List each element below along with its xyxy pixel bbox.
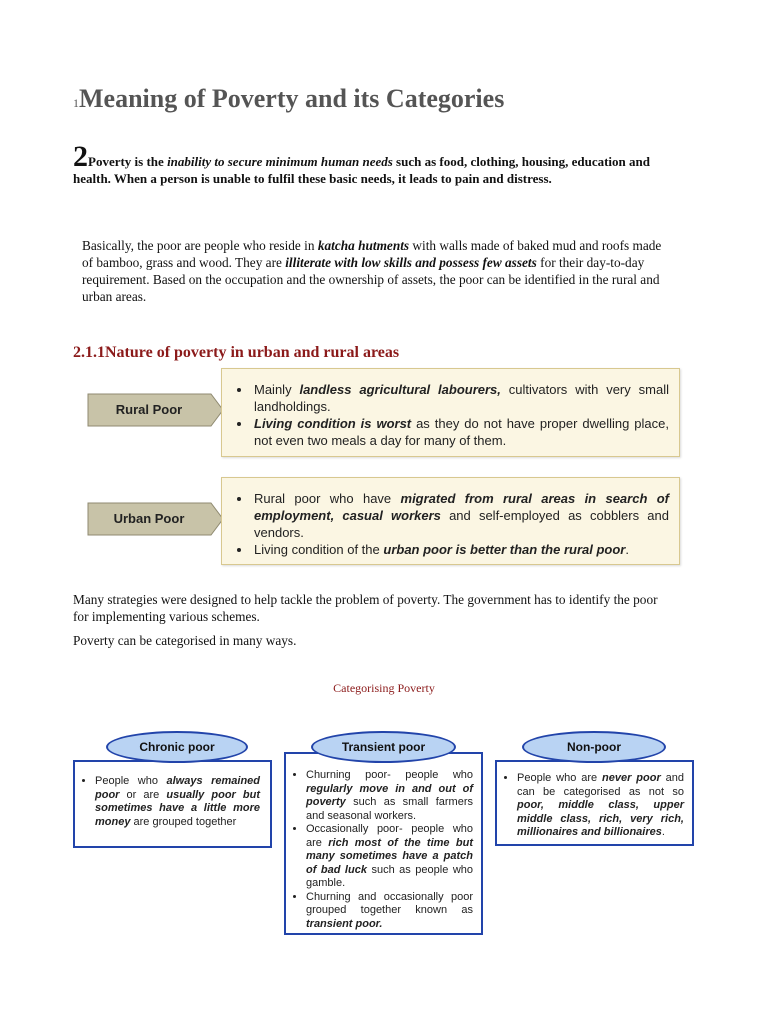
rural-b2-post: as they do not have proper dwelling place, not even two meals a day for many of them. <box>254 416 669 448</box>
transient-b1-post: such as small farmers and seasonal workers. <box>306 796 473 822</box>
rural-b1-post: cultivators with very small landholdings. <box>254 382 669 414</box>
rural-bullet-2 <box>252 415 669 449</box>
nonpoor-text-1: People who are <box>517 772 603 784</box>
nonpoor-emphasis-2: poor, middle class, upper middle class, rich, very rich, millionaires and billionaires <box>517 799 684 838</box>
intro-emphasis: inability to secure minimum human needs <box>167 154 393 169</box>
rural-poor-label: Rural Poor <box>115 402 183 417</box>
urban-bullet-1 <box>252 490 669 541</box>
nonpoor-text-3: . <box>661 826 665 838</box>
urban-poor-label: Urban Poor <box>113 511 185 526</box>
chronic-text-1: People who <box>95 775 167 787</box>
transient-b2-pre: Occasionally poor- people who are <box>306 823 473 849</box>
para-text-1: Basically, the poor are people who reside in <box>82 238 318 253</box>
rural-bullet-1 <box>252 381 669 415</box>
nonpoor-text-2: and can be categorised as not so <box>517 772 684 798</box>
categorised-paragraph: Poverty can be categorised in many ways. <box>73 633 297 648</box>
transient-b1-emphasis: regularly move in and out of poverty <box>306 782 473 808</box>
transient-b3-emphasis: transient poor. <box>306 917 383 930</box>
para-emphasis-2: illiterate with low skills and possess few assets <box>285 255 537 270</box>
transient-poor-box <box>284 752 483 935</box>
page-title <box>73 84 504 114</box>
chronic-bullet <box>95 775 260 829</box>
nonpoor-bullet <box>517 772 684 840</box>
chronic-emphasis-2: usually poor but sometimes have a little more money <box>95 788 260 828</box>
strategies-paragraph: Many strategies were designed to help tackle the problem of poverty. The government has to identify the poor for implementing various schemes. <box>73 592 658 624</box>
urban-b2-pre: Living condition of the <box>254 542 384 557</box>
transient-b2-emphasis: rich most of the time but many sometimes have a patch of bad luck <box>306 836 473 876</box>
non-poor-box <box>495 760 694 846</box>
para-text-2: with walls made of baked mud and roofs made of bamboo, grass and wood. They are <box>82 238 662 270</box>
rural-poor-tag <box>87 393 225 427</box>
transient-b3-pre: Churning and occasionally poor grouped together known as <box>306 890 473 916</box>
chronic-poor-oval: Chronic poor <box>106 731 248 763</box>
intro-paragraph <box>73 140 673 187</box>
transient-b1-pre: Churning poor- people who <box>306 769 473 781</box>
transient-bullet-2 <box>306 823 473 891</box>
title-text: Meaning of Poverty and its Categories <box>79 84 505 113</box>
transient-bullet-1 <box>306 769 473 823</box>
non-poor-oval: Non-poor <box>522 731 666 763</box>
para-text-3: for their day-to-day requirement. Based on the occupation and the ownership of assets, the poor can be identified in the rural and urban areas. <box>82 255 660 304</box>
para-emphasis-1: katcha hutments <box>317 238 410 253</box>
transient-poor-oval: Transient poor <box>311 731 456 763</box>
urban-b1-emphasis: migrated from rural areas in search of employment, casual workers <box>254 491 669 523</box>
transient-b2-post: such as people who gamble. <box>306 863 474 889</box>
chronic-poor-box <box>73 760 272 848</box>
rural-b1-emphasis: landless agricultural labourers, <box>299 382 501 397</box>
urban-b2-post: . <box>625 542 629 557</box>
section-subheading: 2.1.1Nature of poverty in urban and rural areas <box>73 344 400 361</box>
chronic-text-3: are grouped together <box>130 815 237 828</box>
description-paragraph <box>82 237 672 305</box>
intro-number: 2 <box>73 140 88 173</box>
urban-b1-post: and self-employed as cobblers and vendors. <box>254 508 669 540</box>
nonpoor-emphasis-1: never poor <box>602 772 661 784</box>
title-number: 1 <box>73 96 79 110</box>
urban-b2-emphasis: urban poor is better than the rural poor <box>383 542 626 557</box>
urban-poor-tag <box>87 502 225 536</box>
urban-poor-box <box>221 477 680 565</box>
urban-bullet-2 <box>252 541 669 558</box>
intro-text-2: such as food, clothing, housing, education and health. When a person is unable to fulfil these basic needs, it leads to pain and distress. <box>73 154 650 186</box>
urban-b1-pre: Rural poor who have <box>254 491 401 506</box>
chronic-text-2: or are <box>119 788 167 801</box>
rural-b2-emphasis: Living condition is worst <box>254 416 412 431</box>
transient-bullet-3 <box>306 891 473 932</box>
rural-b1-pre: Mainly <box>254 382 300 397</box>
diagram-caption: Categorising Poverty <box>333 681 435 695</box>
intro-text-1: Poverty is the <box>88 154 168 169</box>
rural-poor-box <box>221 368 680 457</box>
chronic-emphasis-1: always remained poor <box>95 775 260 801</box>
